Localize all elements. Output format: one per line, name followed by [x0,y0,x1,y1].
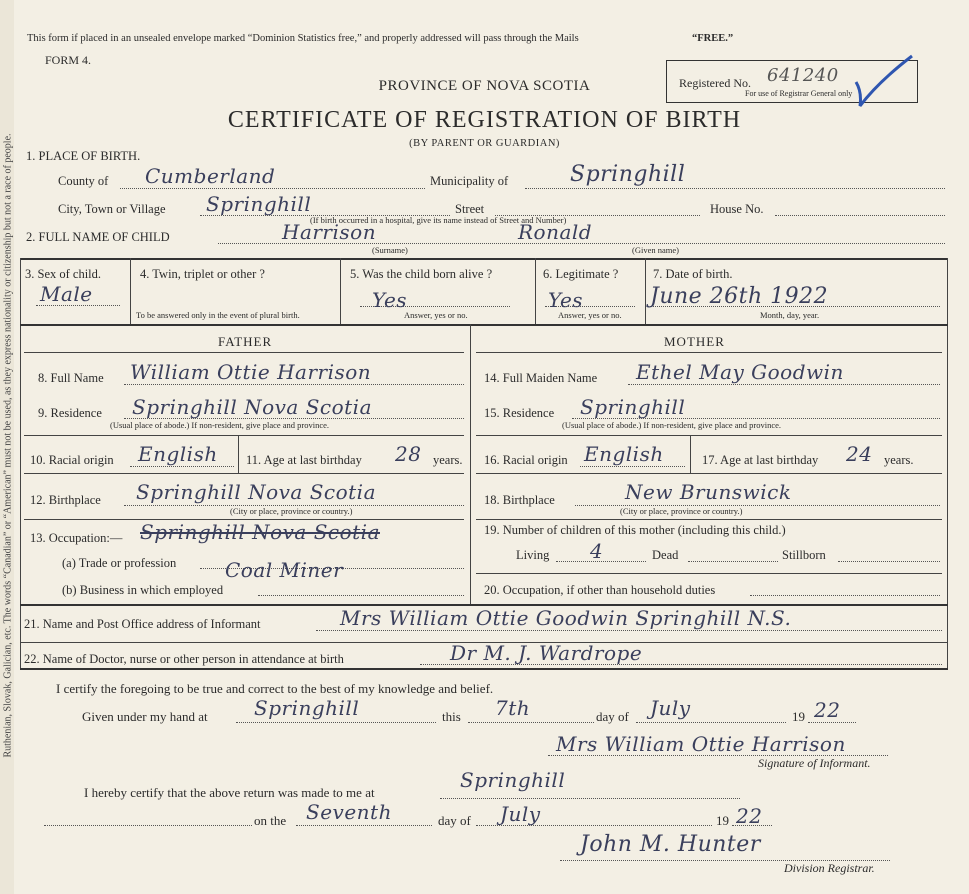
child-surname: Harrison [282,220,377,244]
year-prefix: 19 [792,709,805,724]
street-label: Street [455,202,485,216]
mother-birthplace-label: 18. Birthplace [484,493,555,507]
date-of-birth-label: 7. Date of birth. [653,267,733,281]
mother-age-label: 17. Age at last birthday [702,453,819,467]
sex-label: 3. Sex of child. [25,267,102,281]
trade-value: Coal Miner [225,558,344,582]
registrar-place-line [440,798,740,799]
row3-divider [645,258,646,324]
father-rule [24,435,464,436]
father-rule [24,352,464,353]
given-year-line [808,722,856,723]
mother-rule [476,519,942,520]
mother-birthplace-value: New Brunswick [625,480,792,504]
father-name-value: William Ottie Harrison [130,360,372,384]
city-value: Springhill [206,192,312,216]
business-line [258,595,464,596]
father-residence-label: 9. Residence [38,406,102,420]
mother-years-label: years. [884,453,914,467]
given-place-line [236,722,436,723]
county-value: Cumberland [145,164,276,188]
this-label: this [442,709,461,724]
mother-occupation-label: 20. Occupation, if other than household duties [484,583,716,597]
given-day-value: 7th [495,696,531,720]
parents-divider [470,324,471,604]
given-name-caption: (Given name) [632,245,679,255]
mother-rule [476,473,942,474]
date-of-birth-value: June 26th 1922 [650,284,829,309]
father-racial-value: English [138,442,218,466]
surname-caption: (Surname) [372,245,408,255]
father-birthplace-label: 12. Birthplace [30,493,101,507]
box-bottom-border [20,668,948,670]
certify-statement: I certify the foregoing to be true and correct to the best of my knowledge and belief. [56,681,494,696]
registrar-caption: Division Registrar. [784,861,875,875]
father-occupation-struck: Springhill Nova Scotia [140,520,380,544]
registrar-lead-line [44,825,252,826]
father-rule [24,473,464,474]
registrar-note: For use of Registrar General only [745,89,853,98]
registrar-statement: I hereby certify that the above return was made to me at [84,785,375,800]
mother-racial-divider [690,435,691,473]
child-name-label: 2. FULL NAME OF CHILD [26,230,170,244]
father-occupation-label: 13. Occupation:— [30,531,123,545]
registered-label: Registered No. [679,76,751,90]
mother-rule [476,352,942,353]
mother-rule [476,573,942,574]
child-given-name: Ronald [518,220,593,244]
informant-signature: Mrs William Ottie Harrison [556,732,846,756]
father-racial-line [130,466,234,467]
registrar-day-value: Seventh [306,800,392,824]
municipality-value: Springhill [570,162,686,187]
signature-caption: Signature of Informant. [758,756,871,770]
father-name-label: 8. Full Name [38,371,104,385]
father-years-label: years. [433,453,463,467]
children-count-label: 19. Number of children of this mother (including this child.) [484,523,786,537]
given-year-value: 22 [814,698,841,722]
father-residence-value: Springhill Nova Scotia [132,395,372,419]
father-birthplace-value: Springhill Nova Scotia [136,480,376,504]
mother-name-label: 14. Full Maiden Name [484,371,598,385]
checkmark-icon [848,52,918,112]
row3-divider [535,258,536,324]
date-of-birth-note: Month, day, year. [760,310,820,320]
side-margin-note: Ruthenian, Slovak, Galician, etc. The words “Canadian” or “American” must not be used, as they express nationality or citizenship but not a race of people. [2,133,14,758]
given-day-line [468,722,594,723]
father-name-line [124,384,464,385]
father-racial-label: 10. Racial origin [30,453,114,467]
form-number: FORM 4. [45,53,92,67]
on-the-label: on the [254,813,287,828]
registrar-place-value: Springhill [460,768,566,792]
row3-divider [340,258,341,324]
mother-heading: MOTHER [664,334,725,349]
registrar-year-prefix: 19 [716,813,729,828]
mother-birthplace-note: (City or place, province or country.) [620,506,743,516]
dead-label: Dead [652,548,679,562]
given-month-value: July [650,696,691,720]
father-residence-note: (Usual place of abode.) If non-resident, give place and province. [110,420,330,430]
mother-racial-line [580,466,685,467]
business-label: (b) Business in which employed [62,583,224,597]
row3-divider [130,258,131,324]
registrar-signature: John M. Hunter [580,832,761,857]
informant-line [316,630,942,631]
dead-line [688,561,778,562]
mother-name-value: Ethel May Goodwin [636,360,844,384]
father-racial-divider [238,435,239,473]
box-top-border [20,258,948,260]
municipality-label: Municipality of [430,174,509,188]
given-place-value: Springhill [254,696,360,720]
parents-top-border [20,324,948,326]
alive-label: 5. Was the child born alive ? [350,267,493,281]
mother-residence-label: 15. Residence [484,406,555,420]
municipality-line [525,188,945,189]
mother-name-line [628,384,940,385]
living-value: 4 [590,539,604,563]
mail-note: This form if placed in an unsealed envelope marked “Dominion Statistics free,” and properly addressed will pass through the Mails [27,33,579,44]
box-left-border [20,258,21,668]
house-no-label: House No. [710,202,764,216]
registrar-day-of-label: day of [438,813,471,828]
sex-value: Male [40,282,93,306]
registered-number: 641240 [767,65,839,86]
mail-free: “FREE.” [692,33,734,44]
day-of-label: day of [596,709,629,724]
legitimate-label: 6. Legitimate ? [543,267,619,281]
twin-label: 4. Twin, triplet or other ? [140,267,265,281]
legitimate-value: Yes [548,288,584,312]
house-no-line [775,215,945,216]
informant-label: 21. Name and Post Office address of Informant [24,617,261,631]
registrar-day-line [296,825,432,826]
certificate-title: CERTIFICATE OF REGISTRATION OF BIRTH [227,107,742,133]
place-of-birth-label: 1. PLACE OF BIRTH. [26,149,141,163]
mother-residence-value: Springhill [580,395,686,419]
registrar-month-value: July [500,802,541,826]
side-margin [0,0,14,894]
mother-residence-note: (Usual place of abode.) If non-resident, give place and province. [562,420,782,430]
box-right-border [947,258,948,668]
mother-racial-label: 16. Racial origin [484,453,568,467]
father-heading: FATHER [218,334,273,349]
father-age-value: 28 [395,442,422,466]
doctor-value: Dr M. J. Wardrope [450,641,643,665]
stillborn-line [838,561,940,562]
mother-racial-value: English [584,442,664,466]
informant-value: Mrs William Ottie Goodwin Springhill N.S. [340,606,792,630]
legitimate-note: Answer, yes or no. [558,310,622,320]
city-label: City, Town or Village [58,202,166,216]
registrar-year-value: 22 [736,804,763,828]
living-label: Living [516,548,550,562]
twin-note: To be answered only in the event of plural birth. [136,310,300,320]
given-month-line [636,722,786,723]
province-heading: PROVINCE OF NOVA SCOTIA [378,78,591,94]
county-label: County of [58,174,109,188]
county-line [120,188,425,189]
stillborn-label: Stillborn [782,548,826,562]
certificate-subtitle: (BY PARENT OR GUARDIAN) [409,138,560,149]
trade-label: (a) Trade or profession [62,556,177,570]
mother-occupation-line [750,595,940,596]
hospital-note: (If birth occurred in a hospital, give its name instead of Street and Number) [310,215,567,225]
given-under-label: Given under my hand at [82,709,208,724]
father-birthplace-note: (City or place, province or country.) [230,506,353,516]
doctor-label: 22. Name of Doctor, nurse or other person in attendance at birth [24,652,344,666]
mother-age-value: 24 [846,442,873,466]
mother-rule [476,435,942,436]
father-age-label: 11. Age at last birthday [246,453,362,467]
alive-value: Yes [372,288,408,312]
alive-note: Answer, yes or no. [404,310,468,320]
